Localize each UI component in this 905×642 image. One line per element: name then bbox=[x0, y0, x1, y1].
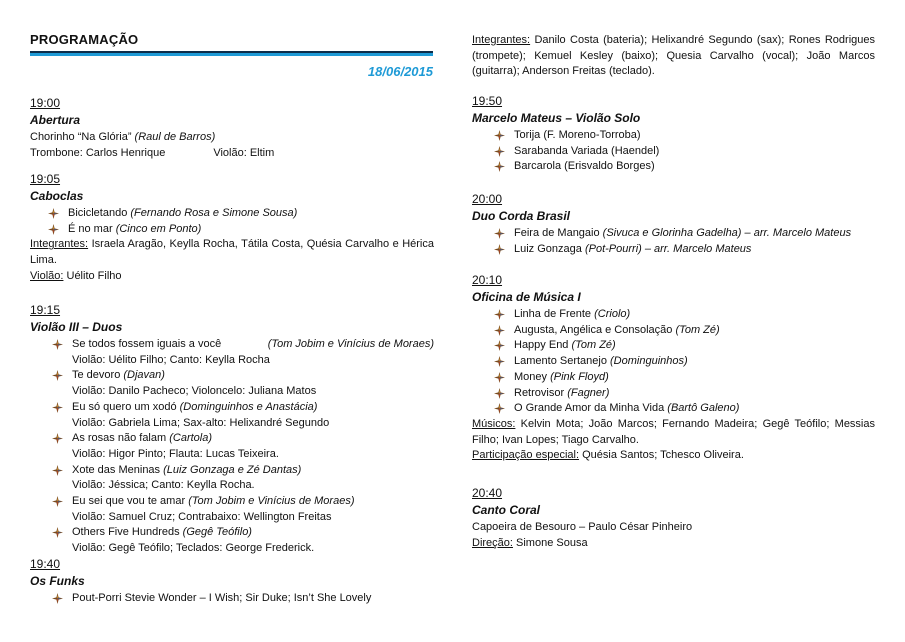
section-time: 20:00 bbox=[472, 192, 503, 206]
especial-names: Quésia Santos; Tchesco Oliveira. bbox=[582, 449, 744, 462]
section-time: 20:40 bbox=[472, 486, 503, 500]
list-item: Se todos fossem iguais a você (Tom Jobim e Vinícius de Moraes) Violão: Uélito Filho; Canto: Keylla Rocha bbox=[30, 337, 434, 368]
section-oficina-musica bbox=[472, 273, 875, 464]
section-canto-coral bbox=[472, 486, 875, 551]
section-duo-corda-brasil bbox=[472, 192, 875, 257]
performer-trombone: Trombone: Carlos Henrique bbox=[30, 146, 166, 159]
bullet-icon bbox=[52, 433, 63, 444]
integrantes-names: Israela Aragão, Keylla Rocha, Tátila Costa, Quésia Carvalho e Hérica Lima. bbox=[30, 238, 434, 267]
list-item: É no mar (Cinco em Ponto) bbox=[30, 222, 434, 238]
integrantes-line bbox=[30, 237, 434, 268]
list-item: Eu sei que vou te amar (Tom Jobim e Vinícius de Moraes) Violão: Samuel Cruz; Contrabaixo: Wellington Freitas bbox=[30, 494, 434, 525]
list-item: Te devoro (Djavan) Violão: Danilo Pacheco; Violoncelo: Juliana Matos bbox=[30, 368, 434, 399]
bullet-icon bbox=[494, 146, 505, 157]
performer-violao: Violão: Eltim bbox=[213, 146, 275, 159]
section-marcelo-mateus bbox=[472, 94, 875, 175]
list-item: Lamento Sertanejo (Dominguinhos) bbox=[472, 354, 875, 370]
bullet-icon bbox=[494, 403, 505, 414]
musicos-names: Kelvin Mota; João Marcos; Fernando Madeira; Gegê Teófilo; Messias Filho; Ivan Lopes; Tiago Carvalho. bbox=[472, 417, 875, 446]
section-caboclas bbox=[30, 172, 434, 285]
section-title: Marcelo Mateus – Violão Solo bbox=[472, 111, 641, 125]
list-item: Xote das Meninas (Luiz Gonzaga e Zé Dantas) Violão: Jéssica; Canto: Keylla Rocha. bbox=[30, 463, 434, 494]
piece-list bbox=[472, 307, 875, 417]
header-divider bbox=[30, 51, 433, 56]
bullet-icon bbox=[52, 496, 63, 507]
page-title: PROGRAMAÇÃO bbox=[30, 32, 139, 47]
list-item: Barcarola (Erisvaldo Borges) bbox=[472, 159, 875, 175]
direcao-label: Direção: bbox=[472, 536, 513, 549]
bullet-icon bbox=[494, 161, 505, 172]
bullet-icon bbox=[494, 130, 505, 141]
bullet-icon bbox=[494, 340, 505, 351]
list-item: Bicicletando (Fernando Rosa e Simone Sousa) bbox=[30, 206, 434, 222]
performers-line bbox=[30, 146, 434, 162]
bullet-icon bbox=[494, 325, 505, 336]
especial-label: Participação especial: bbox=[472, 449, 580, 462]
bullet-icon bbox=[48, 224, 59, 235]
bullet-icon bbox=[52, 339, 63, 350]
direcao-line bbox=[472, 536, 875, 552]
piece-line: Capoeira de Besouro – Paulo César Pinheiro bbox=[472, 521, 693, 533]
list-item: Feira de Mangaio (Sivuca e Glorinha Gadelha) – arr. Marcelo Mateus bbox=[472, 226, 875, 242]
musicos-line bbox=[472, 417, 875, 448]
bullet-icon bbox=[52, 370, 63, 381]
violao-label: Violão: bbox=[30, 269, 64, 282]
list-item: Torija (F. Moreno-Torroba) bbox=[472, 128, 875, 144]
musicos-label: Músicos: bbox=[472, 417, 516, 430]
section-title: Os Funks bbox=[30, 574, 85, 588]
piece-list bbox=[472, 128, 875, 175]
list-item: As rosas não falam (Cartola) Violão: Higor Pinto; Flauta: Lucas Teixeira. bbox=[30, 431, 434, 462]
list-item: Pout-Porri Stevie Wonder – I Wish; Sir Duke; Isn’t She Lovely bbox=[30, 591, 434, 607]
bullet-icon bbox=[48, 208, 59, 219]
bullet-icon bbox=[494, 244, 505, 255]
section-title: Oficina de Música I bbox=[472, 290, 581, 304]
bullet-icon bbox=[52, 465, 63, 476]
bullet-icon bbox=[52, 527, 63, 538]
section-time: 19:15 bbox=[30, 303, 61, 317]
list-item: Happy End (Tom Zé) bbox=[472, 338, 875, 354]
section-abertura bbox=[30, 96, 434, 161]
section-time: 20:10 bbox=[472, 273, 503, 287]
violao-line bbox=[30, 269, 434, 285]
piece-title: Chorinho “Na Glória” bbox=[30, 131, 132, 143]
direcao-name: Simone Sousa bbox=[516, 536, 588, 549]
integrantes-names: Danilo Costa (bateria); Helixandré Segundo (sax); Rones Rodrigues (trompete); Kemuel Kesley (baixo); Quesia Carvalho (vocal); João Marcos (guitarra); Anderson Freitas (teclado). bbox=[472, 34, 875, 78]
bullet-icon bbox=[494, 356, 505, 367]
section-title: Caboclas bbox=[30, 189, 84, 203]
list-item: Others Five Hundreds (Gegê Teófilo) Violão: Gegê Teófilo; Teclados: George Frederick. bbox=[30, 525, 434, 556]
section-time: 19:05 bbox=[30, 172, 61, 186]
list-item: Luiz Gonzaga (Pot-Pourri) – arr. Marcelo Mateus bbox=[472, 242, 875, 258]
list-item: Sarabanda Variada (Haendel) bbox=[472, 144, 875, 160]
section-violao-duos bbox=[30, 303, 434, 557]
integrantes-label: Integrantes: bbox=[30, 238, 89, 251]
especial-line bbox=[472, 448, 875, 464]
bullet-icon bbox=[494, 372, 505, 383]
section-time: 19:00 bbox=[30, 96, 61, 110]
list-item: Money (Pink Floyd) bbox=[472, 370, 875, 386]
funks-integrantes bbox=[472, 33, 875, 80]
list-item: O Grande Amor da Minha Vida (Bartô Galeno) bbox=[472, 401, 875, 417]
piece-list bbox=[30, 591, 434, 607]
section-title: Duo Corda Brasil bbox=[472, 209, 571, 223]
section-title: Canto Coral bbox=[472, 503, 541, 517]
bullet-icon bbox=[52, 593, 63, 604]
piece-list bbox=[472, 226, 875, 257]
section-funks bbox=[30, 557, 434, 607]
piece-list bbox=[30, 206, 434, 237]
piece-author: (Raul de Barros) bbox=[134, 131, 216, 143]
list-item: Retrovisor (Fagner) bbox=[472, 386, 875, 402]
bullet-icon bbox=[494, 388, 505, 399]
section-title: Abertura bbox=[30, 113, 81, 127]
piece-list bbox=[30, 337, 434, 557]
section-time: 19:40 bbox=[30, 557, 61, 571]
program-date: 18/06/2015 bbox=[367, 64, 433, 79]
section-time: 19:50 bbox=[472, 94, 503, 108]
bullet-icon bbox=[52, 402, 63, 413]
integrantes-label: Integrantes: bbox=[472, 34, 531, 46]
section-title: Violão III – Duos bbox=[30, 320, 123, 334]
list-item: Eu só quero um xodó (Dominguinhos e Anastácia) Violão: Gabriela Lima; Sax-alto: Helixandré Segundo bbox=[30, 400, 434, 431]
bullet-icon bbox=[494, 309, 505, 320]
bullet-icon bbox=[494, 228, 505, 239]
list-item: Linha de Frente (Criolo) bbox=[472, 307, 875, 323]
list-item: Augusta, Angélica e Consolação (Tom Zé) bbox=[472, 323, 875, 339]
violao-name: Uélito Filho bbox=[66, 269, 122, 282]
piece-line bbox=[30, 130, 434, 146]
